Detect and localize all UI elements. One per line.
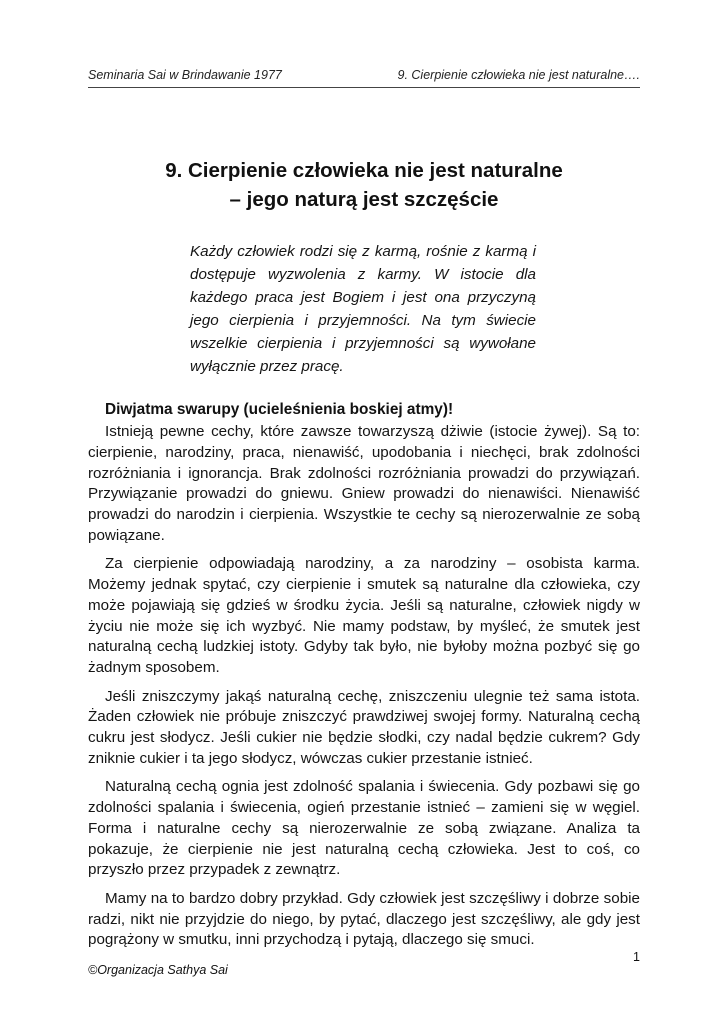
header-chapter-title: 9. Cierpienie człowieka nie jest naturalne….: [397, 68, 640, 82]
epigraph-quote: Każdy człowiek rodzi się z karmą, rośnie z karmą i dostępuje wyzwolenia z karmy. W istocie dla każdego praca jest Bogiem i jest ona przyczyną jego cierpienia i przyjemności. Na tym świecie wszelkie cierpienia i przyjemności są wywołane wyłącznie przez pracę.: [190, 243, 536, 375]
paragraph: Jeśli zniszczymy jakąś naturalną cechę, zniszczeniu ulegnie też sama istota. Żaden człowiek nie próbuje zniszczyć prawdziwej swojej formy. Naturalną cechą cukru jest słodycz. Jeśli cukier nie będzie słodki, czy nadal będzie cukrem? Gdy zniknie cukier i ta jego słodycz, wówczas cukier przestanie istnieć.: [88, 687, 640, 767]
paragraph: Za cierpienie odpowiadają narodziny, a za narodziny – osobista karma. Możemy jednak spytać, czy cierpienie i smutek są naturalne dla człowieka, czy może pojawiają się gdzieś w środku życia. Jeśli są naturalne, człowiek nigdy w życiu nie może się ich wyzbyć. Nie mamy podstaw, by myśleć, że smutek jest naturalną cechą ludzkiej istoty. Gdyby tak było, nie byłoby można pozbyć się go żadnym sposobem.: [88, 555, 640, 677]
chapter-title: [88, 156, 640, 214]
paragraph: Naturalną cechą ognia jest zdolność spalania i świecenia. Gdy pozbawi się go zdolności spalania i świecenia, ogień przestanie istnieć – zamieni się w węgiel. Forma i naturalne cechy są nierozerwalnie ze sobą związane. Analiza ta pokazuje, że cierpienie nie jest naturalną cechą człowieka. Jest to coś, co przyszło przez przypadek z zewnątrz.: [88, 778, 640, 879]
page-number: 1: [633, 950, 640, 964]
paragraph: Istnieją pewne cechy, które zawsze towarzyszą dżiwie (istocie żywej). Są to: cierpienie, narodziny, praca, nienawiść, upodobania i niechęci, brak zdolności rozróżniania i ignorancja. Brak zdolności rozróżniania prowadzi do przywiązań. Przywiązanie prowadzi do gniewu. Gniew prowadzi do nienawiści. Nienawiść prowadzi do narodzin i cierpienia. Wszystkie te cechy są nierozerwalnie ze sobą powiązane.: [88, 423, 640, 544]
body-text: [88, 422, 640, 959]
paragraph: Mamy na to bardzo dobry przykład. Gdy człowiek jest szczęśliwy i dobrze sobie radzi, nikt nie przyjdzie do niego, by pytać, dlaczego jest szczęśliwy, ale gdy jest pogrążony w smutku, inni przychodzą i pytają, dlaczego się smuci.: [88, 889, 640, 949]
header-seminar-title: Seminaria Sai w Brindawanie 1977: [88, 68, 282, 82]
salutation: Diwjatma swarupy (ucieleśnienia boskiej atmy)!: [105, 401, 454, 418]
header-divider: [88, 87, 640, 88]
running-header: [88, 68, 640, 88]
chapter-title-line-2: – jego naturą jest szczęście: [229, 188, 499, 211]
footer-copyright: ©Organizacja Sathya Sai: [88, 963, 228, 977]
chapter-title-line-1: 9. Cierpienie człowieka nie jest naturalne: [165, 159, 563, 182]
